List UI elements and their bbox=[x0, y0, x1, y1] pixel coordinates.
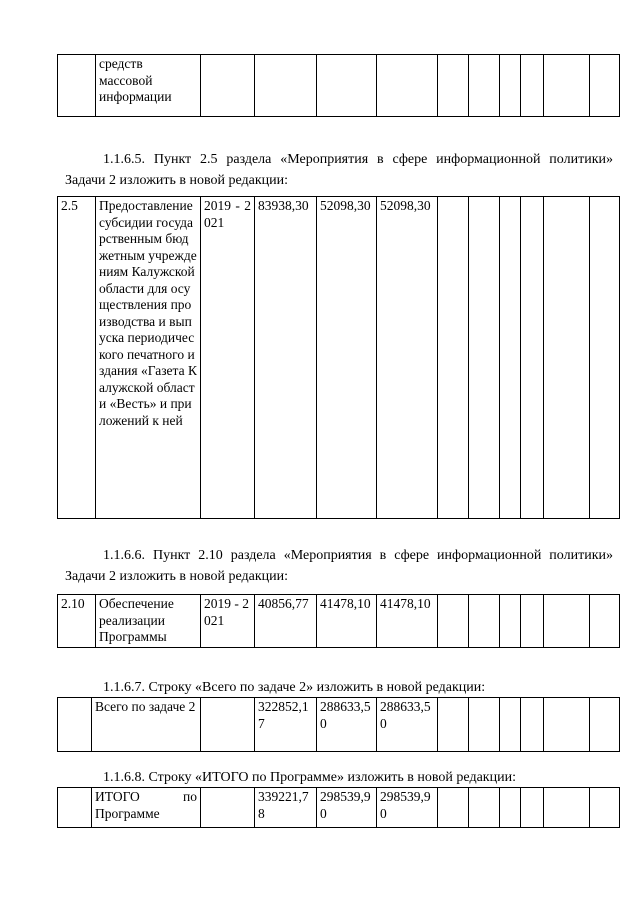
paragraph-1-1-6-5: 1.1.6.5. Пункт 2.5 раздела «Мероприятия в сфере информационной политики» Задачи 2 изложить в новой редакции: bbox=[65, 152, 613, 188]
cell-num: 2.5 bbox=[58, 197, 96, 519]
table-item-2-5 bbox=[57, 196, 620, 519]
cell-value-2: 41478,10 bbox=[317, 595, 377, 648]
cell-value-1: 339221,78 bbox=[255, 788, 317, 828]
cell-value-1: 322852,17 bbox=[255, 698, 317, 752]
cell-num: 2.10 bbox=[58, 595, 96, 648]
table-item-2-10 bbox=[57, 594, 620, 648]
cell-value-3: 288633,50 bbox=[377, 698, 438, 752]
cell-value-2: 288633,50 bbox=[317, 698, 377, 752]
cell-years: 2019 - 2021 bbox=[201, 595, 255, 648]
cell-value-1: 40856,77 bbox=[255, 595, 317, 648]
cell-name: Всего по задаче 2 bbox=[92, 698, 201, 752]
table-total-task-2 bbox=[57, 697, 620, 752]
table-top-fragment bbox=[57, 54, 620, 117]
cell-value-1: 83938,30 bbox=[255, 197, 317, 519]
cell-value-2: 298539,90 bbox=[317, 788, 377, 828]
paragraph-1-1-6-8: 1.1.6.8. Строку «ИТОГО по Программе» изложить в новой редакции: bbox=[103, 770, 516, 785]
table-itogo-program bbox=[57, 787, 620, 828]
cell-value-3: 298539,90 bbox=[377, 788, 438, 828]
cell-name: Предоставление субсидии государственным бюджетным учреждениям Калужской области для осуществления производства и выпуска периодического печатного издания «Газета Калужской области «Весть» и приложений к ней bbox=[96, 197, 201, 519]
paragraph-1-1-6-7: 1.1.6.7. Строку «Всего по задаче 2» изложить в новой редакции: bbox=[103, 680, 486, 695]
cell-name: ИТОГО по Программе bbox=[92, 788, 201, 828]
cell-value-3: 52098,30 bbox=[377, 197, 438, 519]
paragraph-1-1-6-6: 1.1.6.6. Пункт 2.10 раздела «Мероприятия в сфере информационной политики» Задачи 2 изложить в новой редакции: bbox=[65, 548, 613, 584]
cell-name: Обеспечение реализации Программы bbox=[96, 595, 201, 648]
cell-value-3: 41478,10 bbox=[377, 595, 438, 648]
cell-value-2: 52098,30 bbox=[317, 197, 377, 519]
cell-num bbox=[58, 55, 96, 117]
cell-years: 2019 - 2021 bbox=[201, 197, 255, 519]
cell-name: средств массовой информации bbox=[96, 55, 201, 117]
